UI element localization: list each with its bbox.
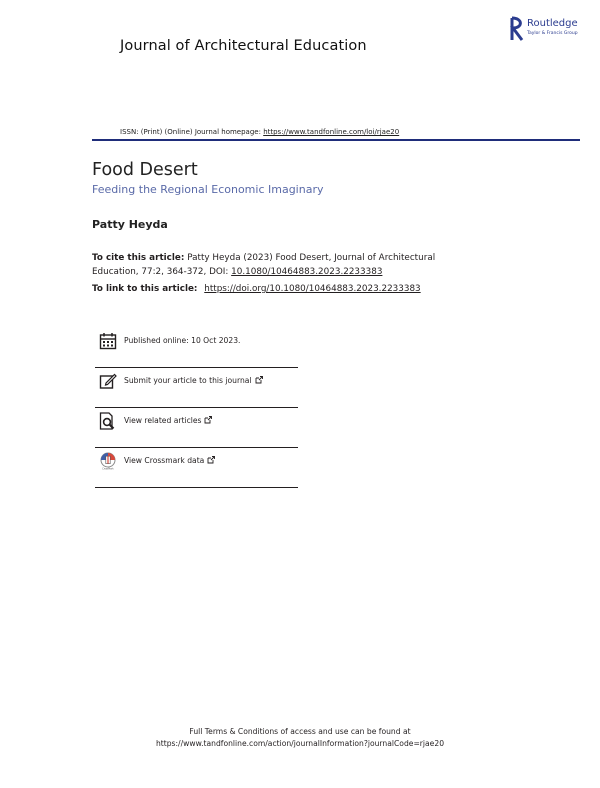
journal-homepage-link[interactable]: https://www.tandfonline.com/loi/rjae20 xyxy=(263,128,400,136)
crossmark-link[interactable] xyxy=(124,456,215,465)
publisher-tagline: Taylor & Francis Group xyxy=(527,31,578,36)
link-label: To link to this article: xyxy=(92,284,198,294)
related-articles-row[interactable] xyxy=(95,408,298,448)
external-link-icon xyxy=(204,416,212,424)
related-articles-icon xyxy=(99,412,117,430)
publisher-logo[interactable] xyxy=(510,16,590,46)
footer xyxy=(0,726,600,749)
footer-terms-text: Full Terms & Conditions of access and use can be found at xyxy=(189,727,411,736)
footer-terms-link[interactable]: https://www.tandfonline.com/action/journalInformation?journalCode=rjae20 xyxy=(155,738,445,748)
edit-icon xyxy=(99,372,117,390)
submit-article-label: Submit your article to this journal xyxy=(124,376,252,385)
row-divider xyxy=(95,487,298,488)
article-title: Food Desert xyxy=(92,160,198,180)
related-articles-label: View related articles xyxy=(124,416,202,425)
external-link-icon xyxy=(255,376,263,384)
citation-doi-link[interactable]: 10.1080/10464883.2023.2233383 xyxy=(231,266,383,277)
citation-label: To cite this article: xyxy=(92,253,185,263)
svg-text:CrossMark: CrossMark xyxy=(102,467,114,470)
crossmark-icon xyxy=(99,452,117,470)
related-articles-link[interactable] xyxy=(124,416,212,425)
article-doi-link[interactable]: https://doi.org/10.1080/10464883.2023.2233383 xyxy=(204,284,421,294)
published-online-row xyxy=(95,328,298,368)
citation-text: Patty Heyda (2023) Food Desert, Journal of Architectural Education, 77:2, 364-372, DOI: xyxy=(92,253,436,277)
external-link-icon xyxy=(207,456,215,464)
calendar-icon xyxy=(99,332,117,350)
issn-label: ISSN: (Print) (Online) Journal homepage: xyxy=(120,128,261,136)
header-divider xyxy=(92,139,580,141)
article-link-block xyxy=(92,284,421,294)
routledge-logo-icon xyxy=(510,16,524,42)
published-online-text: Published online: 10 Oct 2023. xyxy=(124,336,241,345)
citation-block xyxy=(92,252,472,279)
article-subtitle: Feeding the Regional Economic Imaginary xyxy=(92,183,324,196)
submit-article-row[interactable] xyxy=(95,368,298,408)
journal-title: Journal of Architectural Education xyxy=(120,38,367,54)
crossmark-label: View Crossmark data xyxy=(124,456,205,465)
article-author: Patty Heyda xyxy=(92,218,168,231)
issn-line xyxy=(120,128,399,136)
submit-article-link[interactable] xyxy=(124,376,263,385)
publisher-name: Routledge xyxy=(527,18,578,29)
crossmark-row[interactable] xyxy=(95,448,298,488)
